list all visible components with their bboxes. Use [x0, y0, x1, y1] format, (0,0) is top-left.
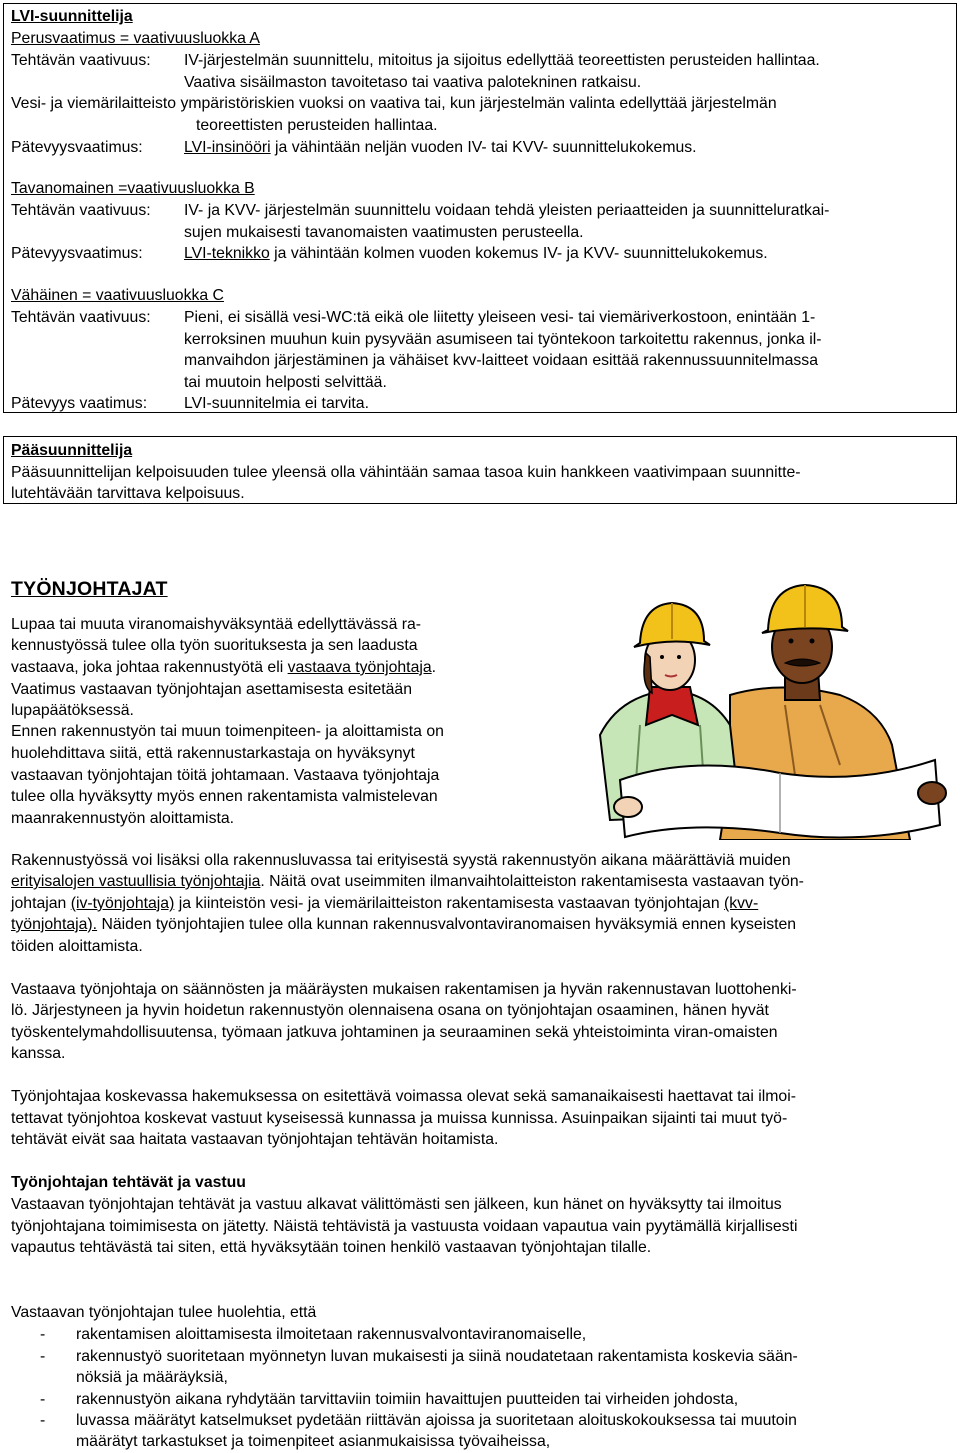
- class-c-req-line: manvaihdon järjestäminen ja vähäiset kvv-laitteet voidaan esittää rakennussuunnitelmassa: [184, 352, 818, 369]
- foremen-intro-text: vastaava, joka johtaa rakennustyötä eli: [11, 659, 288, 676]
- list-intro: Vastaavan työnjohtajan tulee huolehtia, että: [11, 1304, 317, 1321]
- class-a-comp-rest: ja vähintään neljän vuoden IV- tai KVV- suunnittelukokemus.: [270, 139, 697, 156]
- class-b-comp-rest: ja vähintään kolmen vuoden kokemus IV- ja KVV- suunnittelukokemus.: [269, 245, 768, 262]
- para-2-line: Vastaava työnjohtaja on säännösten ja määräysten mukaisen rakentamisen ja hyvän rakennustavan luottohenki-: [11, 981, 797, 998]
- period: .: [431, 659, 437, 676]
- special-foremen-link[interactable]: erityisalojen vastuullisia työnjohtajia: [11, 873, 261, 890]
- duties-line: työnjohtajana toimimisesta on jätetty. Näistä tehtävistä ja vastuusta voidaan vapautua vain pyytämällä kirjallisesti: [11, 1218, 798, 1235]
- kvv-foreman-link[interactable]: (kvv-: [724, 895, 759, 912]
- class-b-comp-text: [184, 243, 768, 265]
- class-c-req-label: Tehtävän vaativuus:: [11, 309, 151, 326]
- main-designer-line: lutehtävään tarvittava kelpoisuus.: [11, 485, 245, 502]
- class-a-comp-label: Pätevyysvaatimus:: [11, 139, 143, 156]
- responsible-foreman-link[interactable]: vastaava työnjohtaja: [287, 659, 432, 676]
- woman-hair: [644, 653, 652, 693]
- duties-heading: Työnjohtajan tehtävät ja vastuu: [11, 1174, 246, 1191]
- main-designer-line: Pääsuunnittelijan kelpoisuuden tulee yleensä olla vähintään samaa tasoa kuin hankkeen vaativimpaan suunnitte-: [11, 464, 801, 481]
- para-1-line: [11, 871, 804, 893]
- list-item-cont: nöksiä ja määräyksiä,: [76, 1369, 228, 1386]
- class-c-comp-text: LVI-suunnitelmia ei tarvita.: [184, 395, 369, 412]
- para-1-line: töiden aloittamista.: [11, 938, 143, 955]
- para-1-line: Rakennustyössä voi lisäksi olla rakennusluvassa tai erityisestä syystä rakennustyön aikana määrättäviä muiden: [11, 852, 791, 869]
- para-2-line: lö. Järjestyneen ja hyvin hoidetun rakennustyön olennaisena osana on työnjohtajan osaaminen, hänen hyvät: [11, 1002, 769, 1019]
- para-1-text: johtajan: [11, 895, 71, 912]
- lvi-engineer-link[interactable]: LVI-insinööri: [184, 139, 271, 156]
- list-dash: -: [40, 1412, 46, 1429]
- para-1-line: [11, 893, 758, 915]
- class-a-req-label: Tehtävän vaativuus:: [11, 52, 151, 69]
- para-1-line: [11, 914, 796, 936]
- man-hand: [918, 782, 946, 804]
- para-1-text: Näiden työnjohtajien tulee olla kunnan rakennusvalvontaviranomaisen hyväksymiä ennen kyseisten: [97, 916, 797, 933]
- foremen-intro-line: Ennen rakennustyön tai muun toimenpiteen- ja aloittamista on: [11, 723, 444, 740]
- duties-line: Vastaavan työnjohtajan tehtävät ja vastuu alkavat välittömästi sen jälkeen, kun hänet on hyväksytty tai ilmoitus: [11, 1196, 782, 1213]
- duties-line: vapautus tehtävästä tai siten, että hyväksytään toinen henkilö vastaavan työnjohtajan tilalle.: [11, 1239, 652, 1256]
- foremen-intro-line: huolehdittava siitä, että rakennustarkastaja on hyväksynyt: [11, 745, 415, 762]
- foremen-intro-line: kennustyössä tulee olla työn suorituksesta ja sen laadusta: [11, 637, 418, 654]
- class-b-req-line: IV- ja KVV- järjestelmän suunnittelu voidaan tehdä yleisten periaatteiden ja suunnitteluratkai-: [184, 202, 830, 219]
- para-2-line: työskentelymahdollisuutensa, työmaan jatkuva johtaminen ja seuraaminen sekä yhteistoiminta viran-omaisten: [11, 1024, 778, 1041]
- class-a-heading: Perusvaatimus = vaativuusluokka A: [11, 30, 260, 47]
- class-a-req-line: Vesi- ja viemärilaitteisto ympäristöriskien vuoksi on vaativa tai, kun järjestelmän valinta edellyttää järjestelmän: [11, 95, 777, 112]
- woman-hand: [614, 797, 642, 817]
- iv-foreman-link[interactable]: (iv-työnjohtaja): [70, 895, 175, 912]
- foremen-intro-line: [11, 657, 436, 679]
- main-designer-title: Pääsuunnittelija: [11, 442, 133, 459]
- list-item: rakennustyön aikana ryhdytään tarvittaviin toimiin havaittujen puutteiden tai virheiden johdosta,: [76, 1391, 739, 1408]
- workers-reading-blueprint-illustration: [580, 575, 960, 840]
- lvi-technician-link[interactable]: LVI-teknikko: [184, 245, 270, 262]
- foremen-intro-line: lupapäätöksessä.: [11, 702, 134, 719]
- list-dash: -: [40, 1348, 46, 1365]
- lvi-title: LVI-suunnittelija: [11, 8, 133, 25]
- list-item-cont: määrätyt tarkastukset ja toimenpiteet asianmukaisissa työvaiheissa,: [76, 1433, 551, 1450]
- class-b-req-line: sujen mukaisesti tavanomaisten vaatimusten perusteella.: [184, 224, 584, 241]
- para-3-line: tehtävät eivät saa haitata vastaavan työnjohtajan tehtävän hoitamista.: [11, 1131, 499, 1148]
- class-c-req-line: tai muutoin helposti selvittää.: [184, 374, 387, 391]
- woman-eye: [677, 655, 681, 659]
- list-dash: -: [40, 1326, 46, 1343]
- class-c-req-line: kerroksinen muuhun kuin pysyvään asumiseen tai työntekoon tarkoitettu rakennus, jonka il-: [184, 331, 822, 348]
- class-a-comp-text: [184, 137, 697, 159]
- class-c-heading: Vähäinen = vaativuusluokka C: [11, 287, 224, 304]
- para-3-line: tettavat työnjohtoa koskevat vastuut kyseisessä kunnassa ja muissa kunnissa. Asuinpaikan sijainti tai muut työ-: [11, 1110, 788, 1127]
- foremen-intro-line: tulee olla hyväksytty myös ennen rakentamista valmistelevan: [11, 788, 438, 805]
- man-eye: [810, 639, 815, 644]
- class-b-req-label: Tehtävän vaativuus:: [11, 202, 151, 219]
- foremen-intro-line: Vaatimus vastaavan työnjohtajan asettamisesta esitetään: [11, 681, 413, 698]
- foremen-intro-line: Lupaa tai muuta viranomaishyväksyntää edellyttävässä ra-: [11, 616, 422, 633]
- kvv-foreman-link-cont[interactable]: työnjohtaja).: [11, 916, 98, 933]
- class-a-req-line: IV-järjestelmän suunnittelu, mitoitus ja sijoitus edellyttää teoreettisten perusteiden hallintaa.: [184, 52, 820, 69]
- class-a-req-line: teoreettisten perusteiden hallintaa.: [196, 117, 438, 134]
- class-c-comp-label: Pätevyys vaatimus:: [11, 395, 148, 412]
- class-b-comp-label: Pätevyysvaatimus:: [11, 245, 143, 262]
- para-3-line: Työnjohtajaa koskevassa hakemuksessa on esitettävä voimassa olevat sekä samanaikaisesti haettavat tai ilmoi-: [11, 1088, 796, 1105]
- foremen-intro-line: maanrakennustyön aloittamista.: [11, 810, 235, 827]
- para-1-text: ja kiinteistön vesi- ja viemärilaitteiston rakentamisesta vastaavan työnjohtajan: [174, 895, 724, 912]
- list-item: luvassa määrätyt katselmukset pydetään riittävän ajoissa ja suoritetaan aloituskokouksessa tai muutoin: [76, 1412, 797, 1429]
- class-c-req-line: Pieni, ei sisällä vesi-WC:tä eikä ole liitetty yleiseen vesi- tai viemäriverkostoon, enintään 1-: [184, 309, 816, 326]
- foremen-intro-line: vastaavan työnjohtajan töitä johtamaan. Vastaava työnjohtaja: [11, 767, 440, 784]
- list-item: rakentamisen aloittamisesta ilmoitetaan rakennusvalvontaviranomaiselle,: [76, 1326, 587, 1343]
- para-1-text: . Näitä ovat useimmiten ilmanvaihtolaitteiston rakentamisesta vastaavan työn-: [260, 873, 804, 890]
- woman-eye: [660, 655, 664, 659]
- para-2-line: kanssa.: [11, 1045, 66, 1062]
- foremen-heading: TYÖNJOHTAJAT: [11, 578, 168, 600]
- list-dash: -: [40, 1391, 46, 1408]
- man-eye: [789, 639, 794, 644]
- class-b-heading: Tavanomainen =vaativuusluokka B: [11, 180, 255, 197]
- list-item: rakennustyö suoritetaan myönnetyn luvan mukaisesti ja siinä noudatetaan rakentamista koskevia sään-: [76, 1348, 798, 1365]
- class-a-req-line: Vaativa sisäilmaston tavoitetaso tai vaativa palotekninen ratkaisu.: [184, 74, 642, 91]
